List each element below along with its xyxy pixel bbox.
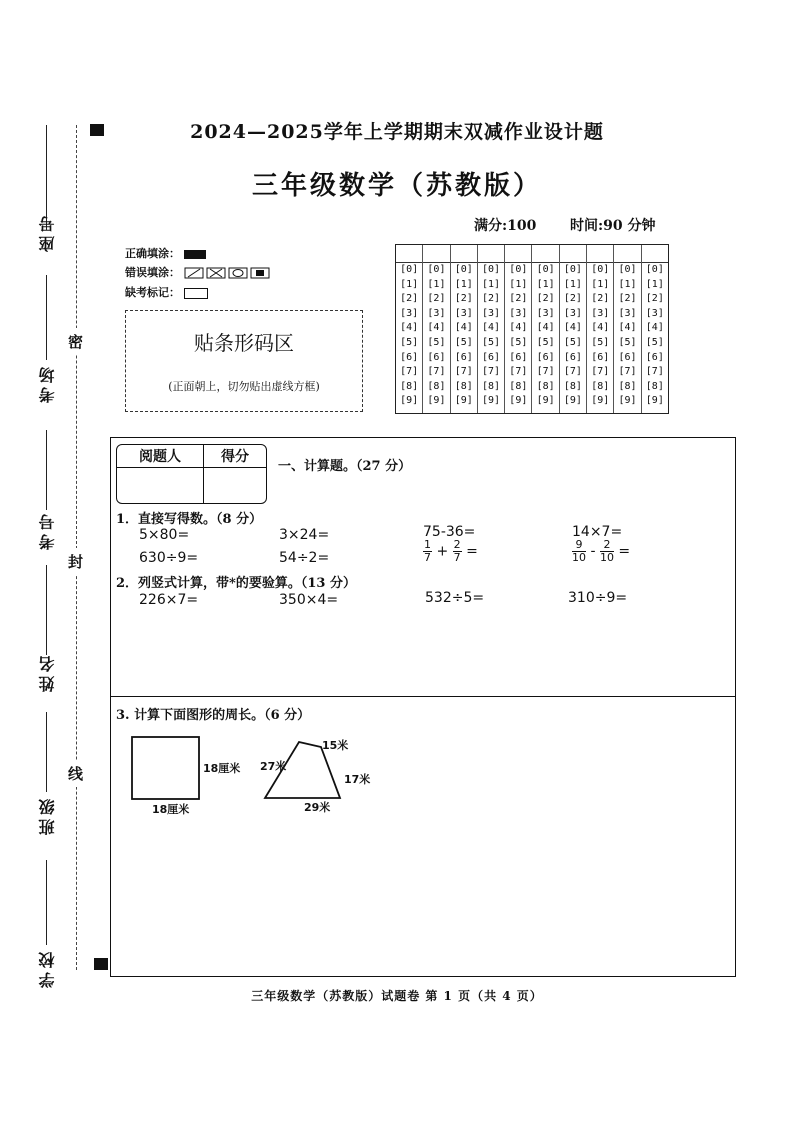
name-line <box>46 565 47 655</box>
id-bubble[interactable]: [6] <box>400 351 419 363</box>
class-line <box>46 712 47 792</box>
id-bubble[interactable]: [5] <box>454 336 473 348</box>
q2-title: 2．列竖式计算，带*的要验算。（13 分） <box>116 576 356 591</box>
id-bubble[interactable]: [6] <box>645 351 664 363</box>
operator: - <box>590 543 596 560</box>
id-write-cell[interactable] <box>587 245 613 263</box>
full-score: 满分:100 <box>474 218 537 234</box>
seal-char-feng: 封 <box>68 548 83 575</box>
id-bubble[interactable]: [3] <box>536 307 555 319</box>
id-write-cell[interactable] <box>451 245 477 263</box>
equals: = <box>618 543 631 560</box>
id-bubble[interactable]: [2] <box>427 293 446 305</box>
q1-item: 54÷2= <box>279 550 330 566</box>
id-bubble[interactable]: [4] <box>591 322 610 334</box>
exam-no-line <box>46 430 47 510</box>
id-write-cell[interactable] <box>505 245 531 263</box>
school-label: 学校 <box>38 948 57 988</box>
q1-fraction-diff <box>572 539 630 564</box>
q1-item: 75-36= <box>423 524 476 540</box>
id-bubble[interactable]: [2] <box>536 293 555 305</box>
numerator: 2 <box>453 538 461 551</box>
legend-correct <box>125 245 206 261</box>
id-bubble[interactable]: [0] <box>509 264 528 275</box>
id-write-cell[interactable] <box>614 245 640 263</box>
id-bubble[interactable]: [8] <box>482 380 501 392</box>
id-bubble[interactable]: [9] <box>618 395 637 407</box>
id-bubble[interactable]: [8] <box>536 380 555 392</box>
id-bubble[interactable]: [2] <box>618 293 637 305</box>
score-table <box>116 444 267 504</box>
numerator: 1 <box>424 538 431 551</box>
q2-item: 350×4= <box>279 592 339 608</box>
id-bubble[interactable]: [4] <box>536 322 555 334</box>
id-write-cell[interactable] <box>560 245 586 263</box>
id-bubble[interactable]: [1] <box>591 278 610 290</box>
id-bubble[interactable]: [1] <box>509 278 528 290</box>
id-bubble[interactable]: [7] <box>563 366 582 378</box>
id-bubble[interactable]: [8] <box>427 380 446 392</box>
id-column <box>532 245 559 413</box>
denominator: 10 <box>572 551 586 564</box>
barcode-note: (正面朝上，切勿贴出虚线方框) <box>168 380 320 393</box>
id-column <box>560 245 587 413</box>
id-bubble[interactable]: [5] <box>400 336 419 348</box>
id-bubble[interactable]: [8] <box>563 380 582 392</box>
id-bubble[interactable]: [8] <box>509 380 528 392</box>
id-bubble[interactable]: [2] <box>482 293 501 305</box>
id-column <box>614 245 641 413</box>
id-bubble[interactable]: [4] <box>563 322 582 334</box>
id-write-cell[interactable] <box>532 245 558 263</box>
q1-item: 14×7= <box>572 524 623 540</box>
id-bubble[interactable]: [8] <box>400 380 419 392</box>
fraction <box>423 539 432 564</box>
id-bubble[interactable]: [3] <box>400 307 419 319</box>
id-bubble[interactable]: [1] <box>645 278 664 290</box>
id-column <box>396 245 423 413</box>
id-bubble[interactable]: [3] <box>591 307 610 319</box>
quad-side-top: 15米 <box>322 739 349 752</box>
id-column <box>478 245 505 413</box>
id-bubble[interactable]: [9] <box>591 395 610 407</box>
quad-side-right: 17米 <box>344 773 371 786</box>
id-bubble[interactable]: [3] <box>509 307 528 319</box>
operator: + <box>436 543 449 560</box>
score-header: 得分 <box>204 445 266 468</box>
id-bubble[interactable]: [0] <box>645 264 664 275</box>
id-bubble[interactable]: [8] <box>454 380 473 392</box>
id-column <box>642 245 668 413</box>
denominator: 10 <box>599 551 614 564</box>
id-bubble[interactable]: [7] <box>618 366 637 378</box>
id-bubble[interactable]: [1] <box>454 278 473 290</box>
legend-correct-label: 正确填涂： <box>125 247 180 260</box>
id-bubble[interactable]: [0] <box>618 264 637 275</box>
legend-absent-label: 缺考标记： <box>125 286 180 299</box>
fraction <box>453 539 462 564</box>
id-bubble[interactable]: [4] <box>618 322 637 334</box>
q1-title: 1．直接写得数。（8 分） <box>116 512 263 527</box>
exam-subtitle: 三年级数学（苏教版） <box>251 171 542 201</box>
id-bubble[interactable]: [0] <box>400 264 419 275</box>
id-write-cell[interactable] <box>478 245 504 263</box>
class-label: 班级 <box>38 795 57 835</box>
fraction <box>600 539 614 564</box>
exam-title: 2024—2025学年上学期期末双减作业设计题 <box>190 121 604 143</box>
id-bubble[interactable]: [6] <box>509 351 528 363</box>
denominator: 7 <box>453 551 461 564</box>
id-bubble[interactable]: [3] <box>454 307 473 319</box>
id-bubble[interactable]: [0] <box>454 264 473 275</box>
id-bubble[interactable]: [7] <box>591 366 610 378</box>
exam-time: 时间:90 分钟 <box>570 218 656 234</box>
page-footer: 三年级数学（苏教版）试题卷 第 1 页（共 4 页） <box>251 989 543 1003</box>
id-bubble[interactable]: [9] <box>454 395 473 407</box>
q1-fraction-sum <box>423 539 478 564</box>
seal-char-mi: 密 <box>68 328 83 355</box>
id-bubble[interactable]: [4] <box>509 322 528 334</box>
q1-item: 3×24= <box>279 527 330 543</box>
id-bubble[interactable]: [6] <box>618 351 637 363</box>
wrong-bubbles-icon <box>184 267 270 279</box>
id-bubble[interactable]: [6] <box>427 351 446 363</box>
reviewer-cell[interactable] <box>117 468 204 503</box>
quad-side-left: 27米 <box>260 760 287 773</box>
exam-no-label: 考号 <box>38 510 57 550</box>
id-bubble[interactable]: [0] <box>563 264 582 275</box>
legend-wrong-label: 错误填涂： <box>125 266 180 279</box>
id-bubble[interactable]: [7] <box>482 366 501 378</box>
id-bubble[interactable]: [2] <box>509 293 528 305</box>
id-bubble[interactable]: [2] <box>591 293 610 305</box>
id-bubble[interactable]: [6] <box>454 351 473 363</box>
name-label: 姓名 <box>38 652 57 692</box>
q3-title: 3. 计算下面图形的周长。（6 分） <box>116 708 311 723</box>
id-bubble[interactable]: [8] <box>618 380 637 392</box>
id-bubble[interactable]: [7] <box>454 366 473 378</box>
id-bubble[interactable]: [6] <box>482 351 501 363</box>
barcode-label: 贴条形码区 <box>194 331 294 355</box>
id-bubble[interactable]: [7] <box>536 366 555 378</box>
id-bubble[interactable]: [1] <box>618 278 637 290</box>
id-bubble[interactable]: [4] <box>427 322 446 334</box>
q2-item: 226×7= <box>139 592 199 608</box>
id-bubble[interactable]: [2] <box>563 293 582 305</box>
seat-label: 座号 <box>38 212 57 252</box>
numerator: 9 <box>572 539 586 552</box>
id-bubble[interactable]: [1] <box>536 278 555 290</box>
id-bubble[interactable]: [8] <box>591 380 610 392</box>
reviewer-header: 阅题人 <box>117 445 204 468</box>
id-bubble[interactable]: [6] <box>536 351 555 363</box>
id-bubble[interactable]: [8] <box>645 380 664 392</box>
id-bubble[interactable]: [2] <box>400 293 419 305</box>
absent-bubble-icon <box>184 288 208 299</box>
id-bubble[interactable]: [9] <box>509 395 528 407</box>
room-label: 考场 <box>38 363 57 403</box>
id-bubble[interactable]: [9] <box>563 395 582 407</box>
id-bubble[interactable]: [3] <box>482 307 501 319</box>
id-bubble[interactable]: [0] <box>591 264 610 275</box>
id-bubble[interactable]: [9] <box>427 395 446 407</box>
id-bubble[interactable]: [5] <box>645 336 664 348</box>
q2-item: 532÷5= <box>425 590 485 606</box>
school-line <box>46 860 47 945</box>
id-bubble[interactable]: [5] <box>563 336 582 348</box>
id-column <box>451 245 478 413</box>
id-bubble[interactable]: [9] <box>536 395 555 407</box>
id-bubble[interactable]: [2] <box>645 293 664 305</box>
id-column <box>587 245 614 413</box>
id-bubble[interactable]: [9] <box>400 395 419 407</box>
registration-mark-bottom <box>94 958 108 970</box>
id-bubble[interactable]: [1] <box>400 278 419 290</box>
id-column <box>423 245 450 413</box>
room-line <box>46 275 47 360</box>
id-bubble[interactable]: [0] <box>536 264 555 275</box>
id-bubble[interactable]: [5] <box>509 336 528 348</box>
id-bubble[interactable]: [3] <box>563 307 582 319</box>
equals: = <box>466 543 478 560</box>
score-cell[interactable] <box>204 468 266 503</box>
legend-wrong <box>125 264 270 280</box>
section-divider <box>111 696 735 697</box>
id-write-cell[interactable] <box>396 245 422 263</box>
id-bubble[interactable]: [5] <box>427 336 446 348</box>
exam-id-grid <box>395 244 669 414</box>
id-bubble[interactable]: [1] <box>482 278 501 290</box>
id-bubble[interactable]: [7] <box>400 366 419 378</box>
id-bubble[interactable]: [5] <box>591 336 610 348</box>
id-bubble[interactable]: [2] <box>454 293 473 305</box>
id-bubble[interactable]: [3] <box>427 307 446 319</box>
id-bubble[interactable]: [6] <box>591 351 610 363</box>
filled-bubble-icon <box>184 250 206 259</box>
barcode-area <box>125 310 363 412</box>
id-bubble[interactable]: [1] <box>427 278 446 290</box>
id-write-cell[interactable] <box>423 245 449 263</box>
square-figure <box>131 736 201 800</box>
denominator: 7 <box>424 551 431 564</box>
square-side-right: 18厘米 <box>203 762 241 775</box>
q1-item: 630÷9= <box>139 550 199 566</box>
id-bubble[interactable]: [1] <box>563 278 582 290</box>
section1-title: 一、计算题。（27 分） <box>278 459 412 474</box>
id-bubble[interactable]: [5] <box>536 336 555 348</box>
id-bubble[interactable]: [5] <box>618 336 637 348</box>
id-bubble[interactable]: [5] <box>482 336 501 348</box>
id-bubble[interactable]: [3] <box>618 307 637 319</box>
id-bubble[interactable]: [9] <box>482 395 501 407</box>
q1-item: 5×80= <box>139 527 190 543</box>
fraction <box>572 539 586 564</box>
id-bubble[interactable]: [7] <box>427 366 446 378</box>
id-write-cell[interactable] <box>642 245 668 263</box>
id-bubble[interactable]: [0] <box>482 264 501 275</box>
id-column <box>505 245 532 413</box>
id-bubble[interactable]: [7] <box>645 366 664 378</box>
legend-absent <box>125 284 208 300</box>
id-bubble[interactable]: [4] <box>645 322 664 334</box>
id-bubble[interactable]: [7] <box>509 366 528 378</box>
square-side-bottom: 18厘米 <box>152 803 190 816</box>
id-bubble[interactable]: [4] <box>400 322 419 334</box>
id-bubble[interactable]: [6] <box>563 351 582 363</box>
numerator: 2 <box>600 539 614 552</box>
quad-side-bottom: 29米 <box>304 801 331 814</box>
id-bubble[interactable]: [0] <box>427 264 446 275</box>
id-bubble[interactable]: [3] <box>645 307 664 319</box>
id-bubble[interactable]: [4] <box>482 322 501 334</box>
seal-char-xian: 线 <box>68 760 83 787</box>
q2-item: 310÷9= <box>568 590 628 606</box>
id-bubble[interactable]: [9] <box>645 395 664 407</box>
id-bubble[interactable]: [4] <box>454 322 473 334</box>
